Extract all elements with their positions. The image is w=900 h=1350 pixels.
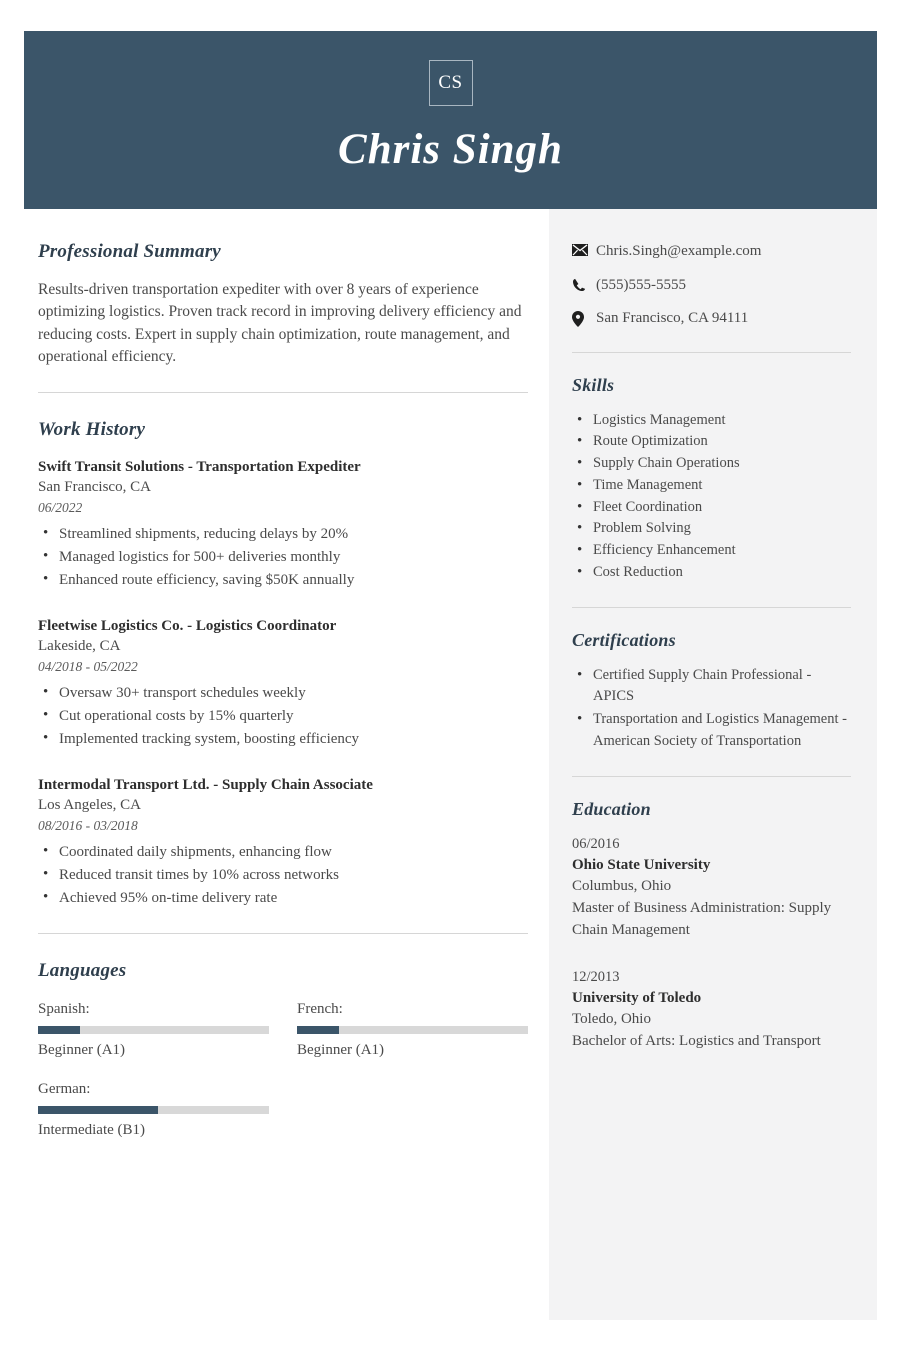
job-bullet: • Implemented tracking system, boosting efficiency [59, 728, 528, 751]
education-location: Columbus, Ohio [572, 878, 672, 895]
job-bullet: • Oversaw 30+ transport schedules weekly [59, 682, 528, 705]
job-bullet-list [38, 523, 528, 591]
skill-item: • Problem Solving [593, 518, 854, 540]
sidebar-divider [572, 352, 851, 353]
education-school: University of Toledo [572, 989, 702, 1006]
work-history-entry [38, 457, 528, 592]
section-languages [38, 960, 528, 1158]
language-level: Beginner (A1) [38, 1042, 126, 1059]
language-name: German: [38, 1080, 91, 1097]
sidebar-divider [572, 776, 851, 777]
section-professional-summary [38, 241, 528, 369]
language-name: French: [297, 1000, 343, 1017]
language-proficiency-bar [38, 1106, 269, 1114]
resume-header [24, 31, 877, 209]
job-bullet: • Cut operational costs by 15% quarterly [59, 705, 528, 728]
education-entry [572, 967, 854, 1053]
skill-item: • Route Optimization [593, 431, 854, 453]
section-title-education: Education [572, 798, 651, 819]
contact-row-phone [572, 276, 854, 296]
job-bullet-list [38, 841, 528, 909]
skills-list [572, 410, 854, 584]
job-bullet: • Coordinated daily shipments, enhancing flow [59, 841, 528, 864]
certification-item: • Transportation and Logistics Management - American Society of Transportation [593, 709, 854, 753]
job-title: Fleetwise Logistics Co. - Logistics Coordinator [38, 617, 337, 634]
skill-item: • Time Management [593, 475, 854, 497]
section-education [572, 799, 854, 1053]
section-divider [38, 933, 528, 934]
envelope-icon [572, 242, 596, 256]
sidebar-divider [572, 607, 851, 608]
phone-icon [572, 276, 596, 292]
job-bullet-list [38, 682, 528, 750]
section-divider [38, 392, 528, 393]
language-proficiency-fill [297, 1026, 339, 1034]
job-location: San Francisco, CA [38, 479, 151, 496]
job-dates: 08/2016 - 03/2018 [38, 817, 138, 833]
education-degree: Master of Business Administration: Supply Chain Management [572, 900, 832, 938]
contact-row-location [572, 309, 854, 329]
language-level: Beginner (A1) [297, 1042, 385, 1059]
language-item [297, 998, 528, 1062]
work-history-entry [38, 616, 528, 751]
skill-item: • Logistics Management [593, 410, 854, 432]
candidate-name: Chris Singh [338, 126, 563, 173]
language-item [38, 998, 269, 1062]
section-work-history [38, 419, 528, 910]
contact-phone[interactable]: (555)555-5555 [596, 276, 686, 293]
contact-email[interactable]: Chris.Singh@example.com [596, 243, 762, 259]
language-item [38, 1078, 269, 1142]
job-bullet: • Reduced transit times by 10% across networks [59, 864, 528, 887]
monogram-badge [429, 60, 473, 106]
skill-item: • Cost Reduction [593, 562, 854, 584]
education-entry [572, 834, 854, 942]
education-degree: Bachelor of Arts: Logistics and Transport [572, 1033, 821, 1050]
education-date: 12/2013 [572, 968, 620, 985]
job-title: Swift Transit Solutions - Transportation Expediter [38, 458, 361, 475]
language-proficiency-fill [38, 1026, 80, 1034]
job-dates: 04/2018 - 05/2022 [38, 659, 138, 675]
languages-grid [38, 998, 528, 1158]
certifications-list [572, 665, 854, 753]
contact-location: San Francisco, CA 94111 [596, 310, 749, 326]
section-title-professional-summary: Professional Summary [38, 241, 221, 262]
section-skills [572, 375, 854, 584]
education-location: Toledo, Ohio [572, 1011, 651, 1028]
language-name: Spanish: [38, 1000, 90, 1017]
section-certifications [572, 630, 854, 753]
section-title-certifications: Certifications [572, 629, 676, 650]
job-title: Intermodal Transport Ltd. - Supply Chain Associate [38, 776, 373, 793]
section-title-skills: Skills [572, 374, 615, 395]
job-bullet: • Enhanced route efficiency, saving $50K annually [59, 569, 528, 592]
section-title-work-history: Work History [38, 418, 146, 440]
language-level: Intermediate (B1) [38, 1122, 146, 1139]
language-proficiency-bar [297, 1026, 528, 1034]
skill-item: • Supply Chain Operations [593, 453, 854, 475]
job-location: Los Angeles, CA [38, 796, 141, 813]
language-proficiency-fill [38, 1106, 158, 1114]
professional-summary-text: Results-driven transportation expediter with over 8 years of experience optimizing logistics. Proven track record in improving delivery efficiency and reducing costs. Expert in supply chain optimization, route management, and operational efficiency. [38, 281, 522, 366]
main-column [24, 209, 549, 1158]
section-contact [572, 242, 854, 329]
job-dates: 06/2022 [38, 500, 83, 516]
work-history-entry [38, 775, 528, 910]
skill-item: • Efficiency Enhancement [593, 540, 854, 562]
education-date: 06/2016 [572, 835, 620, 852]
job-bullet: • Streamlined shipments, reducing delays by 20% [59, 523, 528, 546]
contact-row-email [572, 242, 854, 262]
skill-item: • Fleet Coordination [593, 497, 854, 519]
certification-item: • Certified Supply Chain Professional - APICS [593, 665, 854, 709]
location-pin-icon [572, 309, 596, 327]
education-school: Ohio State University [572, 856, 711, 873]
job-bullet: • Achieved 95% on-time delivery rate [59, 887, 528, 910]
monogram-initials: CS [438, 72, 463, 93]
language-proficiency-bar [38, 1026, 269, 1034]
job-bullet: • Managed logistics for 500+ deliveries monthly [59, 546, 528, 569]
section-title-languages: Languages [38, 959, 127, 981]
job-location: Lakeside, CA [38, 638, 121, 655]
sidebar-column [549, 209, 877, 1320]
